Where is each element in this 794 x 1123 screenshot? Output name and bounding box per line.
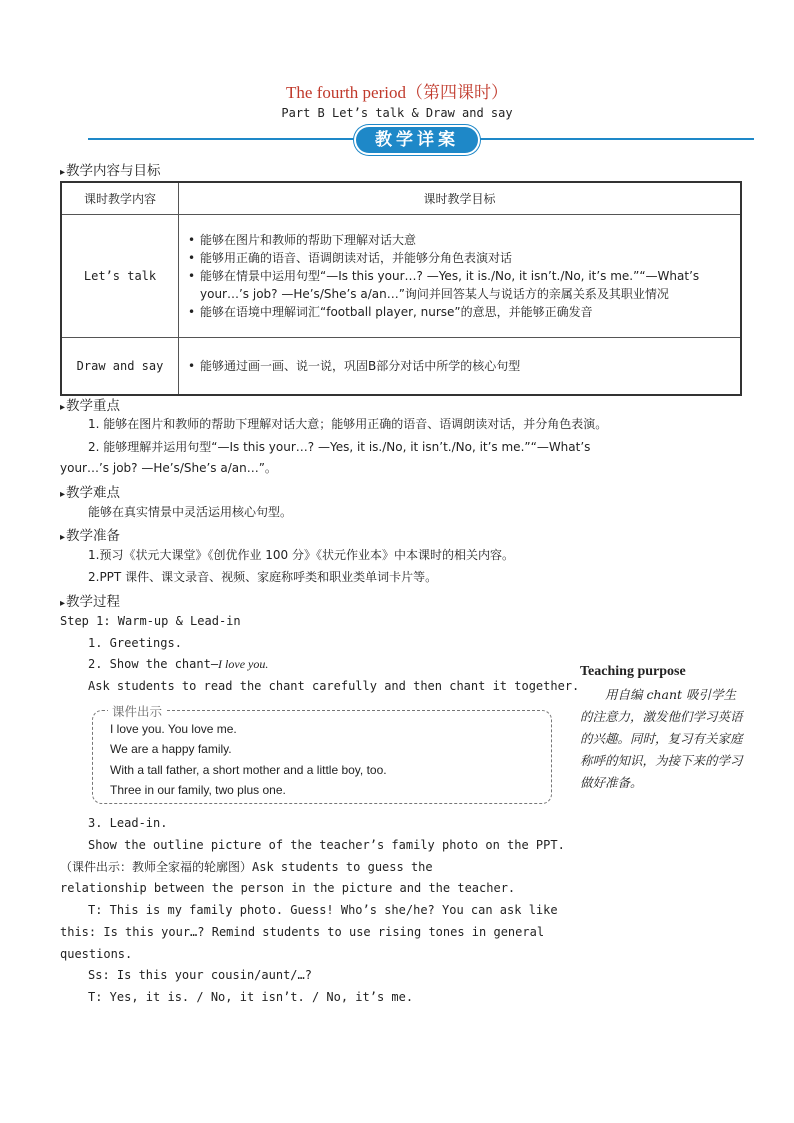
teaching-purpose-text: 用自编 chant 吸引学生的注意力，激发他们学习英语的兴趣。同时，复习有关家庭称呼的知识，为接下来的学习做好准备。	[580, 687, 743, 790]
preparation-item: 1.预习《状元大课堂》《创优作业 100 分》《状元作业本》中本课时的相关内容。	[88, 548, 514, 562]
table-cell-content: Draw and say	[61, 338, 179, 396]
section-banner: 教学详案	[356, 127, 478, 153]
dialogue-line: this: Is this your…? Remind students to use rising tones in general	[60, 925, 545, 939]
goal-item: • 能够在语境中理解词汇“football player, nurse”的意思，并能够正确发音	[188, 303, 733, 321]
step-description: Ask students to read the chant carefully and then chant it together.	[88, 679, 580, 693]
heading-preparation: ▸ 教学准备	[60, 524, 120, 544]
goal-item: • 能够在图片和教师的帮助下理解对话大意	[188, 231, 733, 249]
table-cell-goals	[179, 215, 742, 338]
table-cell-content: Let’s talk	[61, 215, 179, 338]
objectives-table	[60, 181, 742, 396]
heading-process: ▸ 教学过程	[60, 590, 120, 610]
page-subtitle: Part B Let’s talk & Draw and say	[281, 106, 513, 120]
key-point-item: 2. 能够理解并运用句型“—Is this your…? —Yes, it is./No, it isn’t./No, it’s me.”“—What’s	[88, 440, 591, 454]
goal-item: • 能够在情景中运用句型“—Is this your…? —Yes, it is./No, it isn’t./No, it’s me.”“—What’s your…’s job? —He’s/She’s a/an…”询问并回答某人与说话方的亲属关系及其职业情况	[188, 267, 733, 303]
page-title: The fourth period（第四课时）	[286, 83, 508, 102]
goal-item: • 能够用正确的语音、语调朗读对话，并能够分角色表演对话	[188, 249, 733, 267]
heading-content-goals: ▸ 教学内容与目标	[60, 159, 161, 179]
step-item	[88, 655, 268, 673]
table-row	[61, 215, 741, 338]
heading-difficulties: ▸ 教学难点	[60, 481, 120, 501]
table-header-row	[61, 182, 741, 215]
chant-line: We are a happy family.	[110, 742, 232, 756]
dialogue-line: Ss: Is this your cousin/aunt/…?	[88, 968, 312, 982]
difficulty-text: 能够在真实情景中灵活运用核心句型。	[88, 505, 293, 519]
chant-line: I love you. You love me.	[110, 722, 237, 736]
lead-in-line: （课件出示：教师全家福的轮廓图）Ask students to guess the	[60, 860, 433, 874]
step-item: 3. Lead-in.	[88, 816, 168, 830]
dialogue-line: T: Yes, it is. / No, it isn’t. / No, it’s me.	[88, 990, 414, 1004]
heading-key-points: ▸ 教学重点	[60, 394, 120, 414]
table-row	[61, 338, 741, 396]
lead-in-line: Show the outline picture of the teacher’s family photo on the PPT.	[88, 838, 565, 852]
step-item: 1. Greetings.	[88, 636, 182, 650]
chant-title: I love you.	[218, 657, 269, 671]
key-point-item: 1. 能够在图片和教师的帮助下理解对话大意；能够用正确的语音、语调朗读对话，并分角色表演。	[88, 417, 608, 431]
step-title: Step 1: Warm-up & Lead-in	[60, 614, 241, 628]
courseware-tag: 课件出示	[108, 702, 166, 720]
goal-item: • 能够通过画一画、说一说，巩固B部分对话中所学的核心句型	[188, 357, 733, 375]
preparation-item: 2.PPT 课件、课文录音、视频、家庭称呼类和职业类单词卡片等。	[88, 570, 438, 584]
dialogue-line: T: This is my family photo. Guess! Who’s she/he? You can ask like	[88, 903, 558, 917]
teaching-purpose-title: Teaching purpose	[580, 664, 686, 679]
table-cell-goals	[179, 338, 742, 396]
chant-line: Three in our family, two plus one.	[110, 783, 286, 797]
table-header-content: 课时教学内容	[61, 182, 179, 215]
table-header-goals: 课时教学目标	[179, 182, 742, 215]
dialogue-line: questions.	[60, 947, 133, 961]
chant-line: With a tall father, a short mother and a little boy, too.	[110, 763, 387, 777]
step-item-text: 2. Show the chant—	[88, 657, 219, 671]
key-point-item: your…’s job? —He’s/She’s a/an…”。	[60, 461, 277, 475]
lead-in-line: relationship between the person in the picture and the teacher.	[60, 881, 516, 895]
